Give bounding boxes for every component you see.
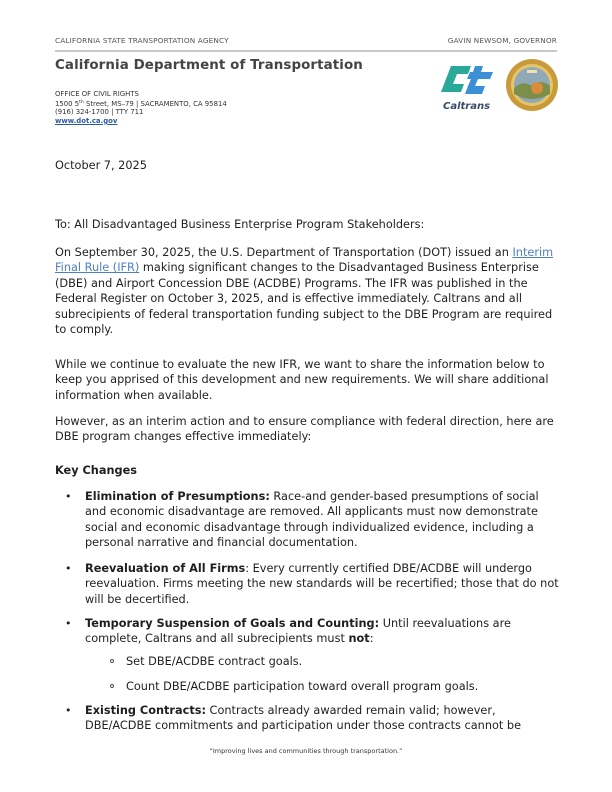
interim-final-rule-link[interactable]: Interim Final Rule (IFR) [55,246,554,275]
street-address [55,99,227,109]
bullet-title: Reevaluation of All Firms [85,562,246,575]
list-item [55,561,561,607]
department-title: California Department of Transportation [55,58,363,73]
caltrans-wordmark: Caltrans [443,101,491,112]
bullet-title: Temporary Suspension of Goals and Counting: [85,617,380,630]
bullet-title: Existing Contracts: [85,704,206,717]
header-divider [55,50,557,52]
sub-item-text: Set DBE/ACDBE contract goals. [126,655,303,668]
bullet-text: Until reevaluations are complete, Caltrans and all subrecipients must [85,617,511,646]
address-rest: Street, MS–79 | SACRAMENTO, CA 95814 [83,99,227,108]
phone-line: (916) 324-1700 | TTY 711 [55,108,144,117]
list-item [55,616,561,647]
bullet-title-colon: : [245,562,250,575]
hollow-bullet-icon [110,659,114,663]
office-name: OFFICE OF CIVIL RIGHTS [55,90,139,98]
list-item [55,489,561,551]
paragraph-evaluation: While we continue to evaluate the new IFR, we want to share the information below to keep you apprised of this development and new requirements. We will share additional information when available. [55,358,549,402]
bullet-text: Race-and gender-based presumptions of social and economic disadvantage are removed. All applicants must now demonstrate social and economic disadvantage through individualized evidence, including a personal narrative and financial documentation. [85,490,539,550]
bullet-text: Every currently certified DBE/ACDBE will undergo reevaluation. Firms meeting the new standards will be recertified; those that do not will be decertified. [85,562,559,606]
sub-list-item [90,654,302,669]
footer-motto: “Improving lives and communities through transportation.” [209,747,403,755]
bullet-icon: • [65,704,72,717]
bullet-emphasis: not [348,632,370,646]
bullet-icon: • [65,562,72,575]
governor-name: GAVIN NEWSOM, GOVERNOR [447,36,557,45]
salutation: To: All Disadvantaged Business Enterprise Program Stakeholders: [55,218,425,231]
bullet-icon: • [65,490,72,503]
list-item [55,703,561,734]
intro-text-after: making significant changes to the Disadvantaged Business Enterprise (DBE) and Airport Concession DBE (ACDBE) Programs. The IFR was published in the Federal Register on October 3, 2025, and is effective immediately. Caltrans and all subrecipients of federal transportation funding subject to the DBE Program are required to comply. [55,261,553,337]
paragraph-interim-action: However, as an interim action and to ensure compliance with federal direction, here are DBE program changes effective immediately: [55,415,554,444]
bullet-text: Contracts already awarded remain valid; however, DBE/ACDBE commitments and participation under those contracts cannot be [85,704,522,733]
sub-item-text: Count DBE/ACDBE participation toward overall program goals. [126,680,479,693]
address-number: 1500 5 [55,99,80,108]
caltrans-logo [437,64,499,114]
address-block [55,90,227,125]
hollow-bullet-icon [110,684,114,688]
key-changes-heading: Key Changes [55,464,137,477]
bullet-text-end: : [369,632,374,646]
intro-text-before: On September 30, 2025, the U.S. Department of Transportation (DOT) issued an [55,246,513,259]
caltrans-ct-icon [441,66,493,94]
bullet-title: Elimination of Presumptions: [85,490,270,503]
bullet-icon: • [65,617,72,630]
agency-name: CALIFORNIA STATE TRANSPORTATION AGENCY [55,36,229,45]
sub-list-item [90,679,478,694]
website-link[interactable]: www.dot.ca.gov [55,116,118,125]
california-state-seal-icon [505,58,559,112]
letter-date: October 7, 2025 [55,159,147,172]
paragraph-intro [55,245,561,337]
address-superscript: th [79,99,84,105]
